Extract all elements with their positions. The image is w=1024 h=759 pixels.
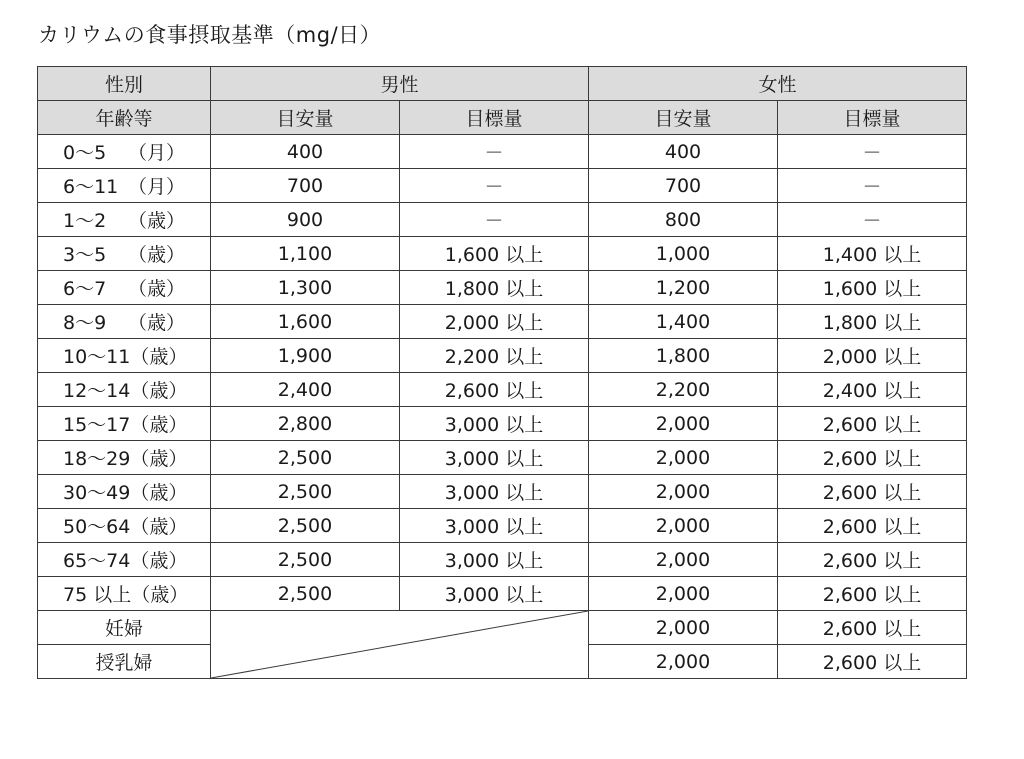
header-male: 男性 (211, 67, 589, 101)
female-adequate-intake-cell: 2,200 (589, 373, 778, 407)
male-adequate-intake-cell: 2,500 (211, 577, 400, 611)
age-cell (38, 407, 211, 441)
special-group-label: 授乳婦 (38, 645, 211, 679)
age-unit: （歳） (127, 244, 185, 266)
age-unit: （月） (127, 142, 185, 164)
age-cell (38, 237, 211, 271)
male-adequate-intake-cell: 2,500 (211, 441, 400, 475)
header-row-measure (38, 101, 967, 135)
female-adequate-intake-cell: 700 (589, 169, 778, 203)
age-range: 8～9 (63, 312, 107, 334)
table-row (38, 577, 967, 611)
male-tentative-goal-cell: 3,000 以上 (400, 509, 589, 543)
female-adequate-intake-cell: 2,000 (589, 645, 778, 679)
male-tentative-goal-cell: 2,000 以上 (400, 305, 589, 339)
age-cell (38, 475, 211, 509)
age-cell (38, 339, 211, 373)
male-adequate-intake-cell: 700 (211, 169, 400, 203)
table-row (38, 509, 967, 543)
header-female-adequate-intake: 目安量 (589, 101, 778, 135)
male-adequate-intake-cell: 2,500 (211, 509, 400, 543)
male-adequate-intake-cell: 2,500 (211, 475, 400, 509)
female-adequate-intake-cell: 800 (589, 203, 778, 237)
age-unit: （歳） (130, 550, 188, 572)
age-range: 1～2 (63, 210, 107, 232)
potassium-intake-table-container (37, 66, 967, 679)
table-row (38, 373, 967, 407)
table-row (38, 169, 967, 203)
age-range: 65～74 (63, 550, 131, 572)
age-range: 50～64 (63, 516, 131, 538)
not-applicable-diagonal-cell (211, 611, 589, 679)
potassium-intake-table (37, 66, 967, 679)
male-tentative-goal-cell: － (400, 135, 589, 169)
age-cell (38, 203, 211, 237)
table-row (38, 543, 967, 577)
male-tentative-goal-cell: － (400, 169, 589, 203)
age-unit: （歳） (127, 312, 185, 334)
female-adequate-intake-cell: 2,000 (589, 441, 778, 475)
diagonal-line (211, 611, 588, 678)
age-range: 18～29 (63, 448, 131, 470)
age-range: 30～49 (63, 482, 131, 504)
age-cell (38, 305, 211, 339)
female-tentative-goal-cell: 2,600 以上 (778, 543, 967, 577)
female-tentative-goal-cell: － (778, 203, 967, 237)
male-tentative-goal-cell: 3,000 以上 (400, 543, 589, 577)
table-row (38, 441, 967, 475)
header-age-label: 年齢等 (38, 101, 211, 135)
male-adequate-intake-cell: 900 (211, 203, 400, 237)
age-cell (38, 373, 211, 407)
age-cell (38, 135, 211, 169)
age-range: 75 以上 (63, 584, 132, 606)
age-cell (38, 169, 211, 203)
female-adequate-intake-cell: 2,000 (589, 611, 778, 645)
male-adequate-intake-cell: 2,800 (211, 407, 400, 441)
special-group-label: 妊婦 (38, 611, 211, 645)
male-adequate-intake-cell: 1,900 (211, 339, 400, 373)
female-adequate-intake-cell: 1,000 (589, 237, 778, 271)
male-adequate-intake-cell: 2,500 (211, 543, 400, 577)
female-tentative-goal-cell: 2,600 以上 (778, 645, 967, 679)
age-unit: （歳） (130, 380, 188, 402)
age-range: 6～11 (63, 176, 119, 198)
female-tentative-goal-cell: 2,600 以上 (778, 577, 967, 611)
header-female: 女性 (589, 67, 967, 101)
age-range: 10～11 (63, 346, 131, 368)
table-row (38, 135, 967, 169)
age-cell (38, 509, 211, 543)
male-adequate-intake-cell: 2,400 (211, 373, 400, 407)
female-adequate-intake-cell: 2,000 (589, 407, 778, 441)
female-adequate-intake-cell: 2,000 (589, 509, 778, 543)
age-unit: （歳） (127, 278, 185, 300)
female-tentative-goal-cell: 2,600 以上 (778, 441, 967, 475)
age-unit: （歳） (130, 448, 188, 470)
male-tentative-goal-cell: 1,800 以上 (400, 271, 589, 305)
age-unit: （歳） (130, 482, 188, 504)
age-range: 0～5 (63, 142, 107, 164)
age-range: 12～14 (63, 380, 131, 402)
table-row-special (38, 611, 967, 645)
header-male-tentative-goal: 目標量 (400, 101, 589, 135)
table-row (38, 271, 967, 305)
female-adequate-intake-cell: 2,000 (589, 543, 778, 577)
female-adequate-intake-cell: 1,400 (589, 305, 778, 339)
age-range: 15～17 (63, 414, 131, 436)
male-tentative-goal-cell: 3,000 以上 (400, 407, 589, 441)
male-tentative-goal-cell: 1,600 以上 (400, 237, 589, 271)
female-tentative-goal-cell: 1,400 以上 (778, 237, 967, 271)
female-tentative-goal-cell: 1,800 以上 (778, 305, 967, 339)
age-unit: （歳） (130, 414, 188, 436)
female-tentative-goal-cell: 2,600 以上 (778, 509, 967, 543)
age-unit: （歳） (131, 584, 189, 606)
male-adequate-intake-cell: 1,300 (211, 271, 400, 305)
male-adequate-intake-cell: 1,600 (211, 305, 400, 339)
male-tentative-goal-cell: 2,200 以上 (400, 339, 589, 373)
female-tentative-goal-cell: － (778, 169, 967, 203)
age-cell (38, 577, 211, 611)
age-unit: （歳） (130, 346, 188, 368)
age-range: 6～7 (63, 278, 107, 300)
table-row (38, 339, 967, 373)
table-row (38, 203, 967, 237)
age-cell (38, 543, 211, 577)
male-tentative-goal-cell: － (400, 203, 589, 237)
table-row (38, 305, 967, 339)
table-row (38, 407, 967, 441)
female-tentative-goal-cell: － (778, 135, 967, 169)
female-tentative-goal-cell: 2,600 以上 (778, 475, 967, 509)
female-tentative-goal-cell: 1,600 以上 (778, 271, 967, 305)
male-tentative-goal-cell: 3,000 以上 (400, 441, 589, 475)
table-row (38, 237, 967, 271)
female-tentative-goal-cell: 2,600 以上 (778, 407, 967, 441)
female-adequate-intake-cell: 1,200 (589, 271, 778, 305)
table-body (38, 135, 967, 679)
page-title: カリウムの食事摂取基準（mg/日） (38, 23, 382, 47)
header-row-sex (38, 67, 967, 101)
header-female-tentative-goal: 目標量 (778, 101, 967, 135)
age-cell (38, 271, 211, 305)
female-adequate-intake-cell: 1,800 (589, 339, 778, 373)
header-male-adequate-intake: 目安量 (211, 101, 400, 135)
male-tentative-goal-cell: 2,600 以上 (400, 373, 589, 407)
age-unit: （歳） (130, 516, 188, 538)
age-range: 3～5 (63, 244, 107, 266)
female-adequate-intake-cell: 2,000 (589, 475, 778, 509)
female-tentative-goal-cell: 2,400 以上 (778, 373, 967, 407)
male-adequate-intake-cell: 1,100 (211, 237, 400, 271)
header-sex-label: 性別 (38, 67, 211, 101)
age-unit: （月） (127, 176, 185, 198)
table-row (38, 475, 967, 509)
male-tentative-goal-cell: 3,000 以上 (400, 577, 589, 611)
female-adequate-intake-cell: 2,000 (589, 577, 778, 611)
male-adequate-intake-cell: 400 (211, 135, 400, 169)
female-tentative-goal-cell: 2,600 以上 (778, 611, 967, 645)
age-cell (38, 441, 211, 475)
diagonal-line-graphic (211, 611, 588, 678)
female-tentative-goal-cell: 2,000 以上 (778, 339, 967, 373)
male-tentative-goal-cell: 3,000 以上 (400, 475, 589, 509)
age-unit: （歳） (127, 210, 185, 232)
female-adequate-intake-cell: 400 (589, 135, 778, 169)
